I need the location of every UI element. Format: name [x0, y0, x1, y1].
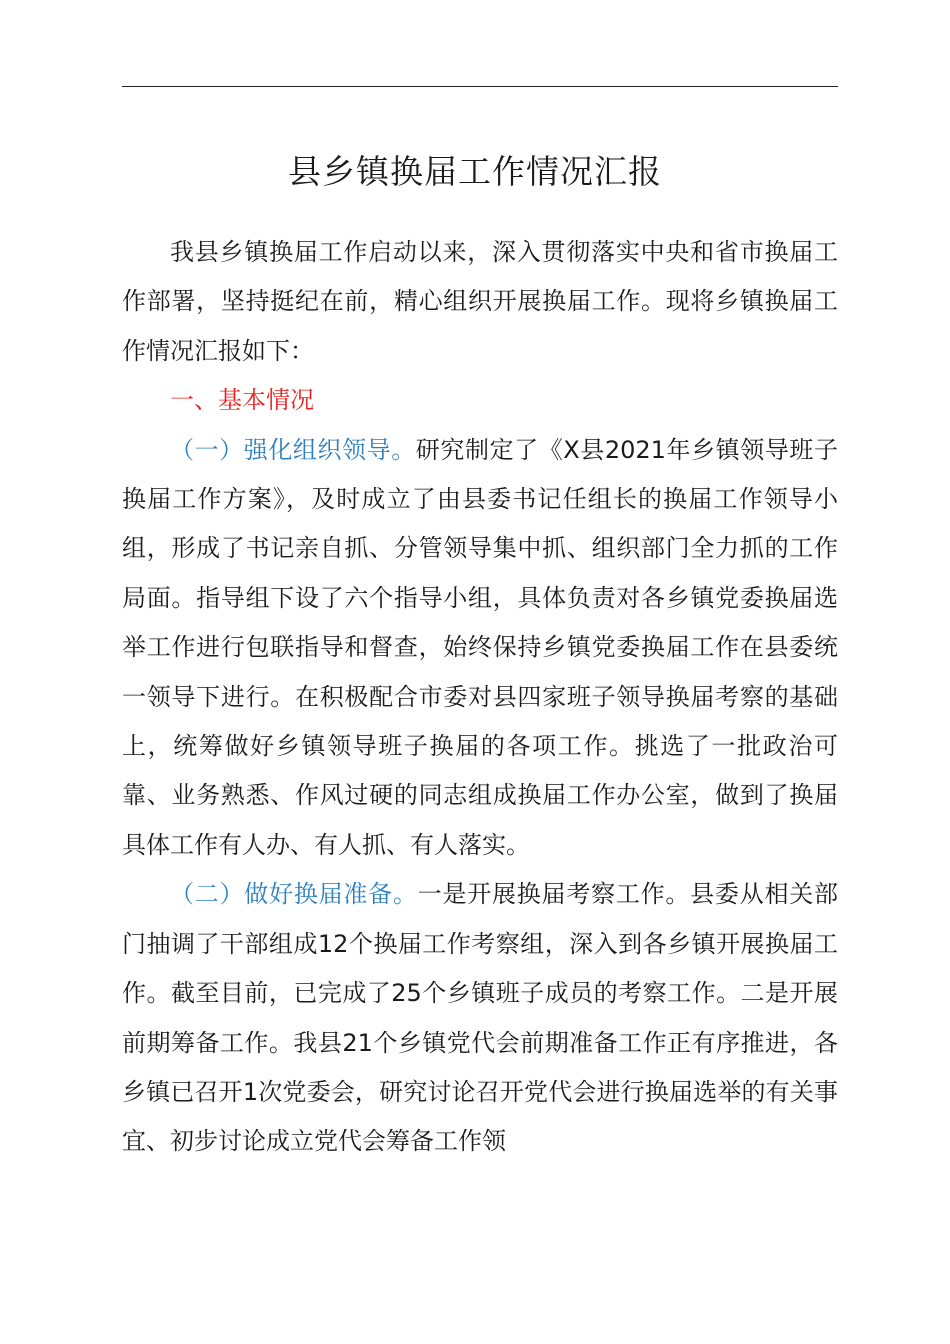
paragraph-text: 一是开展换届考察工作。县委从相关部门抽调了干部组成12个换届工作考察组，深入到各乡镇开展换届工作。截至目前，已完成了25个乡镇班子成员的考察工作。二是开展前期筹备工作。我县21个乡镇党代会前期准备工作正有序推进，各乡镇已召开1次党委会，研究讨论召开党代会进行换届选举的有关事宜、初步讨论成立党代会筹备工作领 [122, 880, 839, 1156]
subheading-prepare-election: （二）做好换届准备。 [170, 880, 418, 909]
section-heading-basic-situation: 一、基本情况 [170, 386, 314, 415]
document-title: 县乡镇换届工作情况汇报 [288, 152, 662, 191]
document-body [122, 228, 838, 1167]
intro-paragraph: 我县乡镇换届工作启动以来，深入贯彻落实中央和省市换届工作部署，坚持挺纪在前，精心组织开展换届工作。现将乡镇换届工作情况汇报如下： [122, 238, 838, 365]
paragraph-strengthen-leadership [122, 426, 838, 871]
header-rule [122, 86, 838, 87]
paragraph-text: 研究制定了《X县2021年乡镇领导班子换届工作方案》，及时成立了由县委书记任组长的换届工作领导小组，形成了书记亲自抓、分管领导集中抓、组织部门全力抓的工作局面。指导组下设了六个指导小组，具体负责对各乡镇党委换届选举工作进行包联指导和督查，始终保持乡镇党委换届工作在县委统一领导下进行。在积极配合市委对县四家班子领导换届考察的基础上，统筹做好乡镇领导班子换届的各项工作。挑选了一批政治可靠、业务熟悉、作风过硬的同志组成换届工作办公室，做到了换届具体工作有人办、有人抓、有人落实。 [122, 435, 838, 859]
paragraph-prepare-election [122, 870, 838, 1166]
subheading-strengthen-leadership: （一）强化组织领导。 [170, 435, 416, 464]
